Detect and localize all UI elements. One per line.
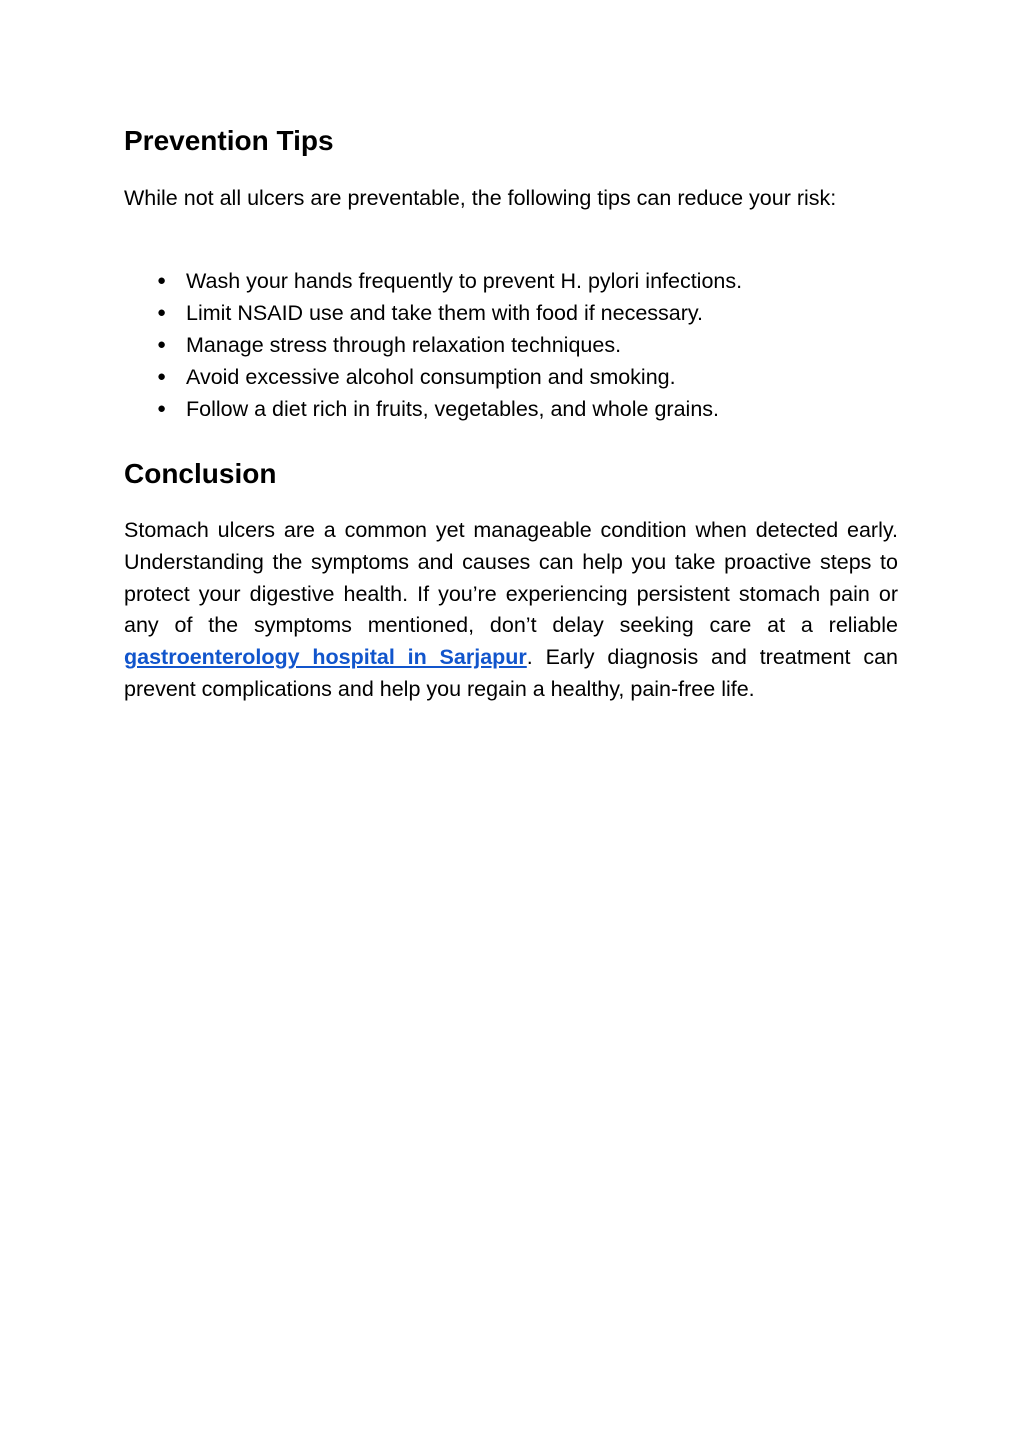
conclusion-text-before-link: Stomach ulcers are a common yet manageable condition when detected early. Understanding the symptoms and causes can help you take proactive steps to protect your digestive health. If you’re experiencing persistent stomach pain or any of the symptoms mentioned, don’t delay seeking care at a reliable: [124, 518, 898, 638]
list-item: [124, 297, 898, 329]
tip-text: Manage stress through relaxation techniques.: [186, 333, 622, 357]
bullet-icon: ●: [157, 368, 167, 385]
tip-text: Avoid excessive alcohol consumption and smoking.: [186, 365, 676, 389]
conclusion-paragraph: [124, 515, 898, 706]
conclusion-text-after-link: . Early diagnosis and treatment can prevent complications and help you regain a healthy, pain-free life.: [124, 645, 898, 701]
prevention-tips-list: [124, 265, 898, 425]
bullet-icon: ●: [157, 336, 167, 353]
list-item: [124, 361, 898, 393]
bullet-icon: ●: [157, 304, 167, 321]
bullet-icon: ●: [157, 272, 167, 289]
list-item: [124, 329, 898, 361]
tip-text: Follow a diet rich in fruits, vegetables, and whole grains.: [186, 397, 719, 421]
bullet-icon: ●: [157, 400, 167, 417]
tip-text: Limit NSAID use and take them with food if necessary.: [186, 301, 704, 325]
gastroenterology-hospital-link[interactable]: gastroenterology hospital in Sarjapur: [124, 645, 527, 670]
prevention-tips-heading: Prevention Tips: [124, 125, 334, 156]
conclusion-heading: Conclusion: [124, 458, 277, 489]
prevention-intro-paragraph: While not all ulcers are preventable, the following tips can reduce your risk:: [124, 186, 837, 210]
list-item: [124, 393, 898, 425]
tip-text: Wash your hands frequently to prevent H. pylori infections.: [186, 269, 743, 293]
list-item: [124, 265, 898, 297]
